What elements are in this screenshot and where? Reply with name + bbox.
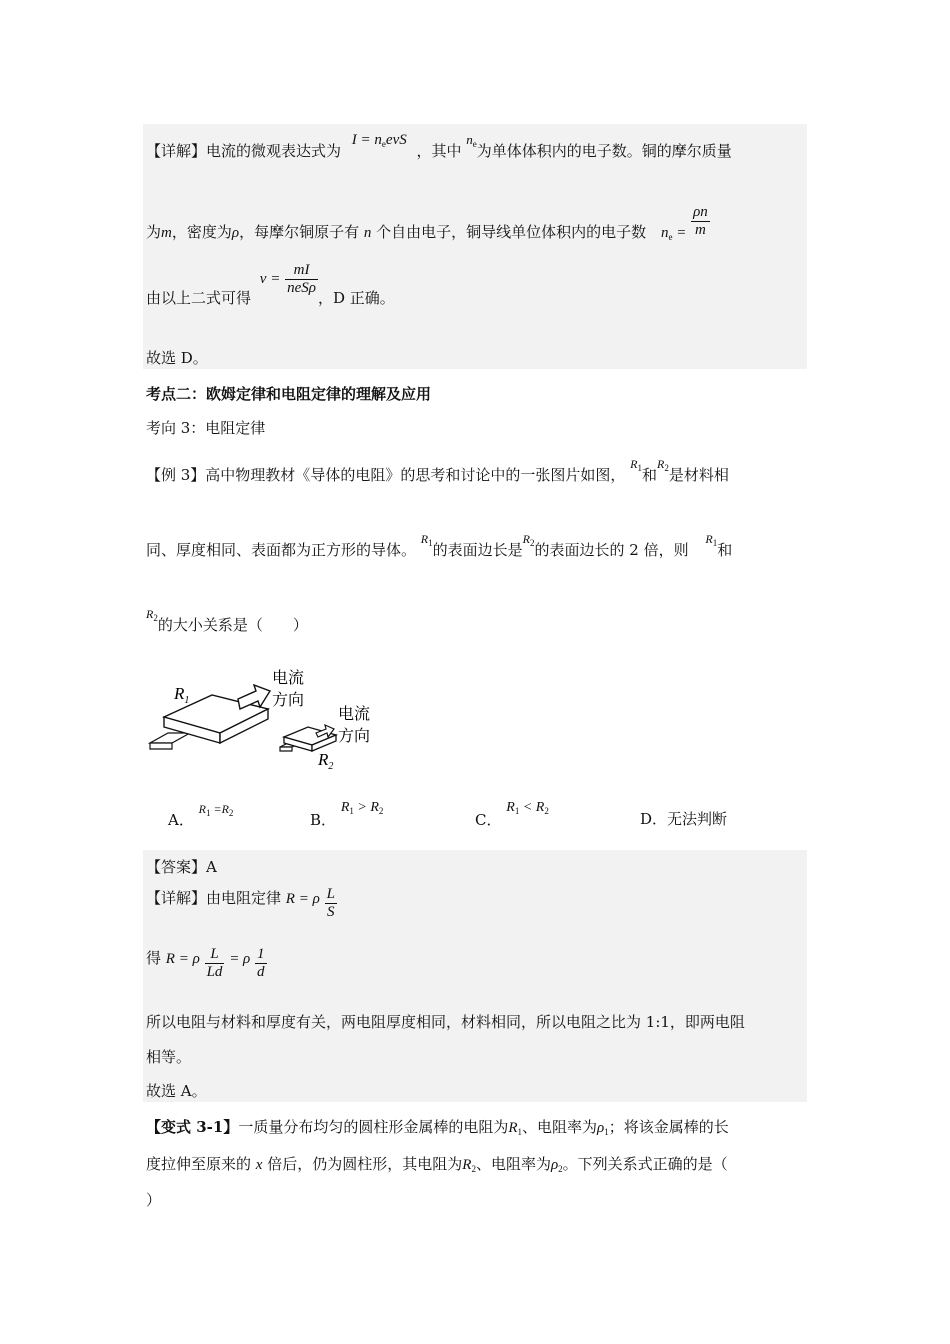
text: 的表面边长的 2 倍，则 (534, 541, 689, 559)
symbol-R2: $R_2$ (656, 457, 669, 473)
section-subheading: 考向 3：电阻定律 (146, 419, 266, 437)
symbol-R1: $R_1$ (705, 532, 718, 548)
label-direction-b: 方向 (338, 726, 371, 745)
text: ，每摩尔铜原子有 (239, 223, 360, 241)
sec1-line4: 故选 D。 (146, 349, 208, 367)
text: 的大小关系是（ ） (157, 616, 308, 634)
answer-conclusion-2: 相等。 (146, 1048, 192, 1066)
answer-line: 【答案】A (146, 858, 217, 876)
symbol-R2: $R_2$ (462, 1157, 476, 1174)
text: 是材料相 (668, 466, 729, 484)
text: 、电阻率为 (475, 1155, 551, 1173)
formula-current: $I = n_eevS$ (351, 132, 407, 149)
text: 得 (146, 949, 162, 967)
section-heading: 考点二：欧姆定律和电阻定律的理解及应用 (146, 385, 432, 403)
option-d-text: 无法判断 (667, 810, 728, 828)
formula-ne: $n_e$ = (660, 225, 687, 242)
option-a-label: A． (168, 811, 194, 829)
text: 由以上二式可得 (146, 289, 252, 307)
option-a-expr: $R_1 =R_2$ (198, 802, 234, 818)
text: ，D 正确。 (317, 289, 395, 307)
fraction-mI-over-neSrho: $\frac{mI}{\text{neSρ}}$ (287, 262, 316, 296)
text: 。下列关系式正确的是（ (562, 1155, 728, 1173)
option-b-label: B． (310, 811, 337, 829)
option-c-label: C． (475, 811, 502, 829)
symbol-rho: ρ (231, 225, 240, 241)
variant-line2 (146, 1153, 728, 1174)
symbol-n: n (363, 225, 372, 241)
text: 倍后，仍为圆柱形，其电阻为 (267, 1155, 463, 1173)
symbol-ne: $n_e$ (466, 132, 477, 149)
text: 度拉伸至原来的 (146, 1155, 252, 1173)
symbol-rho2: $\rho_2$ (550, 1157, 563, 1174)
text: 为 (146, 223, 162, 241)
answer-derivation (146, 946, 267, 980)
sec1-line3 (146, 262, 395, 307)
text: 和 (717, 541, 733, 559)
text: 【详解】由电阻定律 (146, 889, 282, 907)
fraction-rho-n-over-m: $\frac{\rho n}{m}$ (693, 204, 708, 238)
conductor-figure (146, 663, 406, 783)
variant-label: 【变式 3-1】 (146, 1118, 239, 1136)
symbol-m: m (161, 225, 172, 241)
formula-v: v = (259, 271, 281, 287)
text: 【详解】电流的微观表达式为 (146, 142, 342, 160)
symbol-R1: $R_1$ (508, 1120, 523, 1137)
sec1-line1 (146, 132, 732, 161)
fraction-L-over-Ld: $\frac{L}{Ld}$ (206, 946, 223, 980)
example-line2 (146, 527, 733, 559)
text: 同、厚度相同、表面都为正方形的导体。 (146, 541, 417, 559)
text: ，密度为 (171, 223, 232, 241)
text: ；将该金属棒的长 (608, 1118, 729, 1136)
label-current-b: 电流 (338, 704, 371, 723)
option-c[interactable] (475, 795, 549, 829)
option-b[interactable] (310, 795, 384, 829)
symbol-x: x (255, 1157, 263, 1173)
text: 个自由电子，铜导线单位体积内的电子数 (376, 223, 647, 241)
fraction-1-over-d: $\frac{1}{d}$ (257, 946, 265, 980)
symbol-R2: $R_2$ (522, 532, 535, 548)
sec1-line2 (146, 204, 710, 242)
text: 的表面边长是 (432, 541, 523, 559)
variant-line3: ） (146, 1191, 162, 1209)
example-line1 (146, 452, 729, 484)
label-R2: $R_2$ (318, 750, 334, 772)
formula-R: R = ρ (165, 951, 200, 967)
text: 一质量分布均匀的圆柱形金属棒的电阻为 (238, 1118, 509, 1136)
symbol-rho1: $\rho_1$ (597, 1120, 609, 1137)
answer-pick: 故选 A。 (146, 1082, 207, 1100)
formula-R: R = ρ (285, 891, 320, 907)
text: 、电阻率为 (522, 1118, 598, 1136)
variant-line1 (146, 1116, 729, 1137)
label-R1: $R_1$ (174, 684, 190, 706)
formula-eq: = ρ (229, 951, 251, 967)
answer-conclusion-1: 所以电阻与材料和厚度有关，两电阻厚度相同，材料相同，所以电阻之比为 1:1，即两电阻 (146, 1013, 745, 1031)
label-direction-a: 方向 (272, 690, 305, 709)
text: 为单体体积内的电子数。铜的摩尔质量 (476, 142, 732, 160)
symbol-R2: $R_2$ (146, 607, 158, 623)
option-a[interactable] (168, 797, 234, 829)
symbol-R1: $R_1$ (420, 532, 433, 548)
text: ，其中 (416, 142, 462, 160)
example-line3 (146, 602, 308, 634)
answer-detail (146, 886, 337, 920)
tab-R1 (150, 733, 190, 743)
option-b-expr: $R_1 > R_2$ (340, 800, 384, 816)
option-d-label: D． (640, 810, 668, 828)
label-current-a: 电流 (272, 668, 305, 687)
option-c-expr: $R_1 < R_2$ (506, 800, 549, 816)
text: 和 (641, 466, 657, 484)
fraction-L-over-S: $\frac{L}{S}$ (326, 886, 335, 920)
text: 【例 3】高中物理教材《导体的电阻》的思考和讨论中的一张图片如图， (146, 466, 626, 484)
symbol-R1: $R_1$ (630, 457, 642, 473)
option-d[interactable] (640, 808, 727, 829)
